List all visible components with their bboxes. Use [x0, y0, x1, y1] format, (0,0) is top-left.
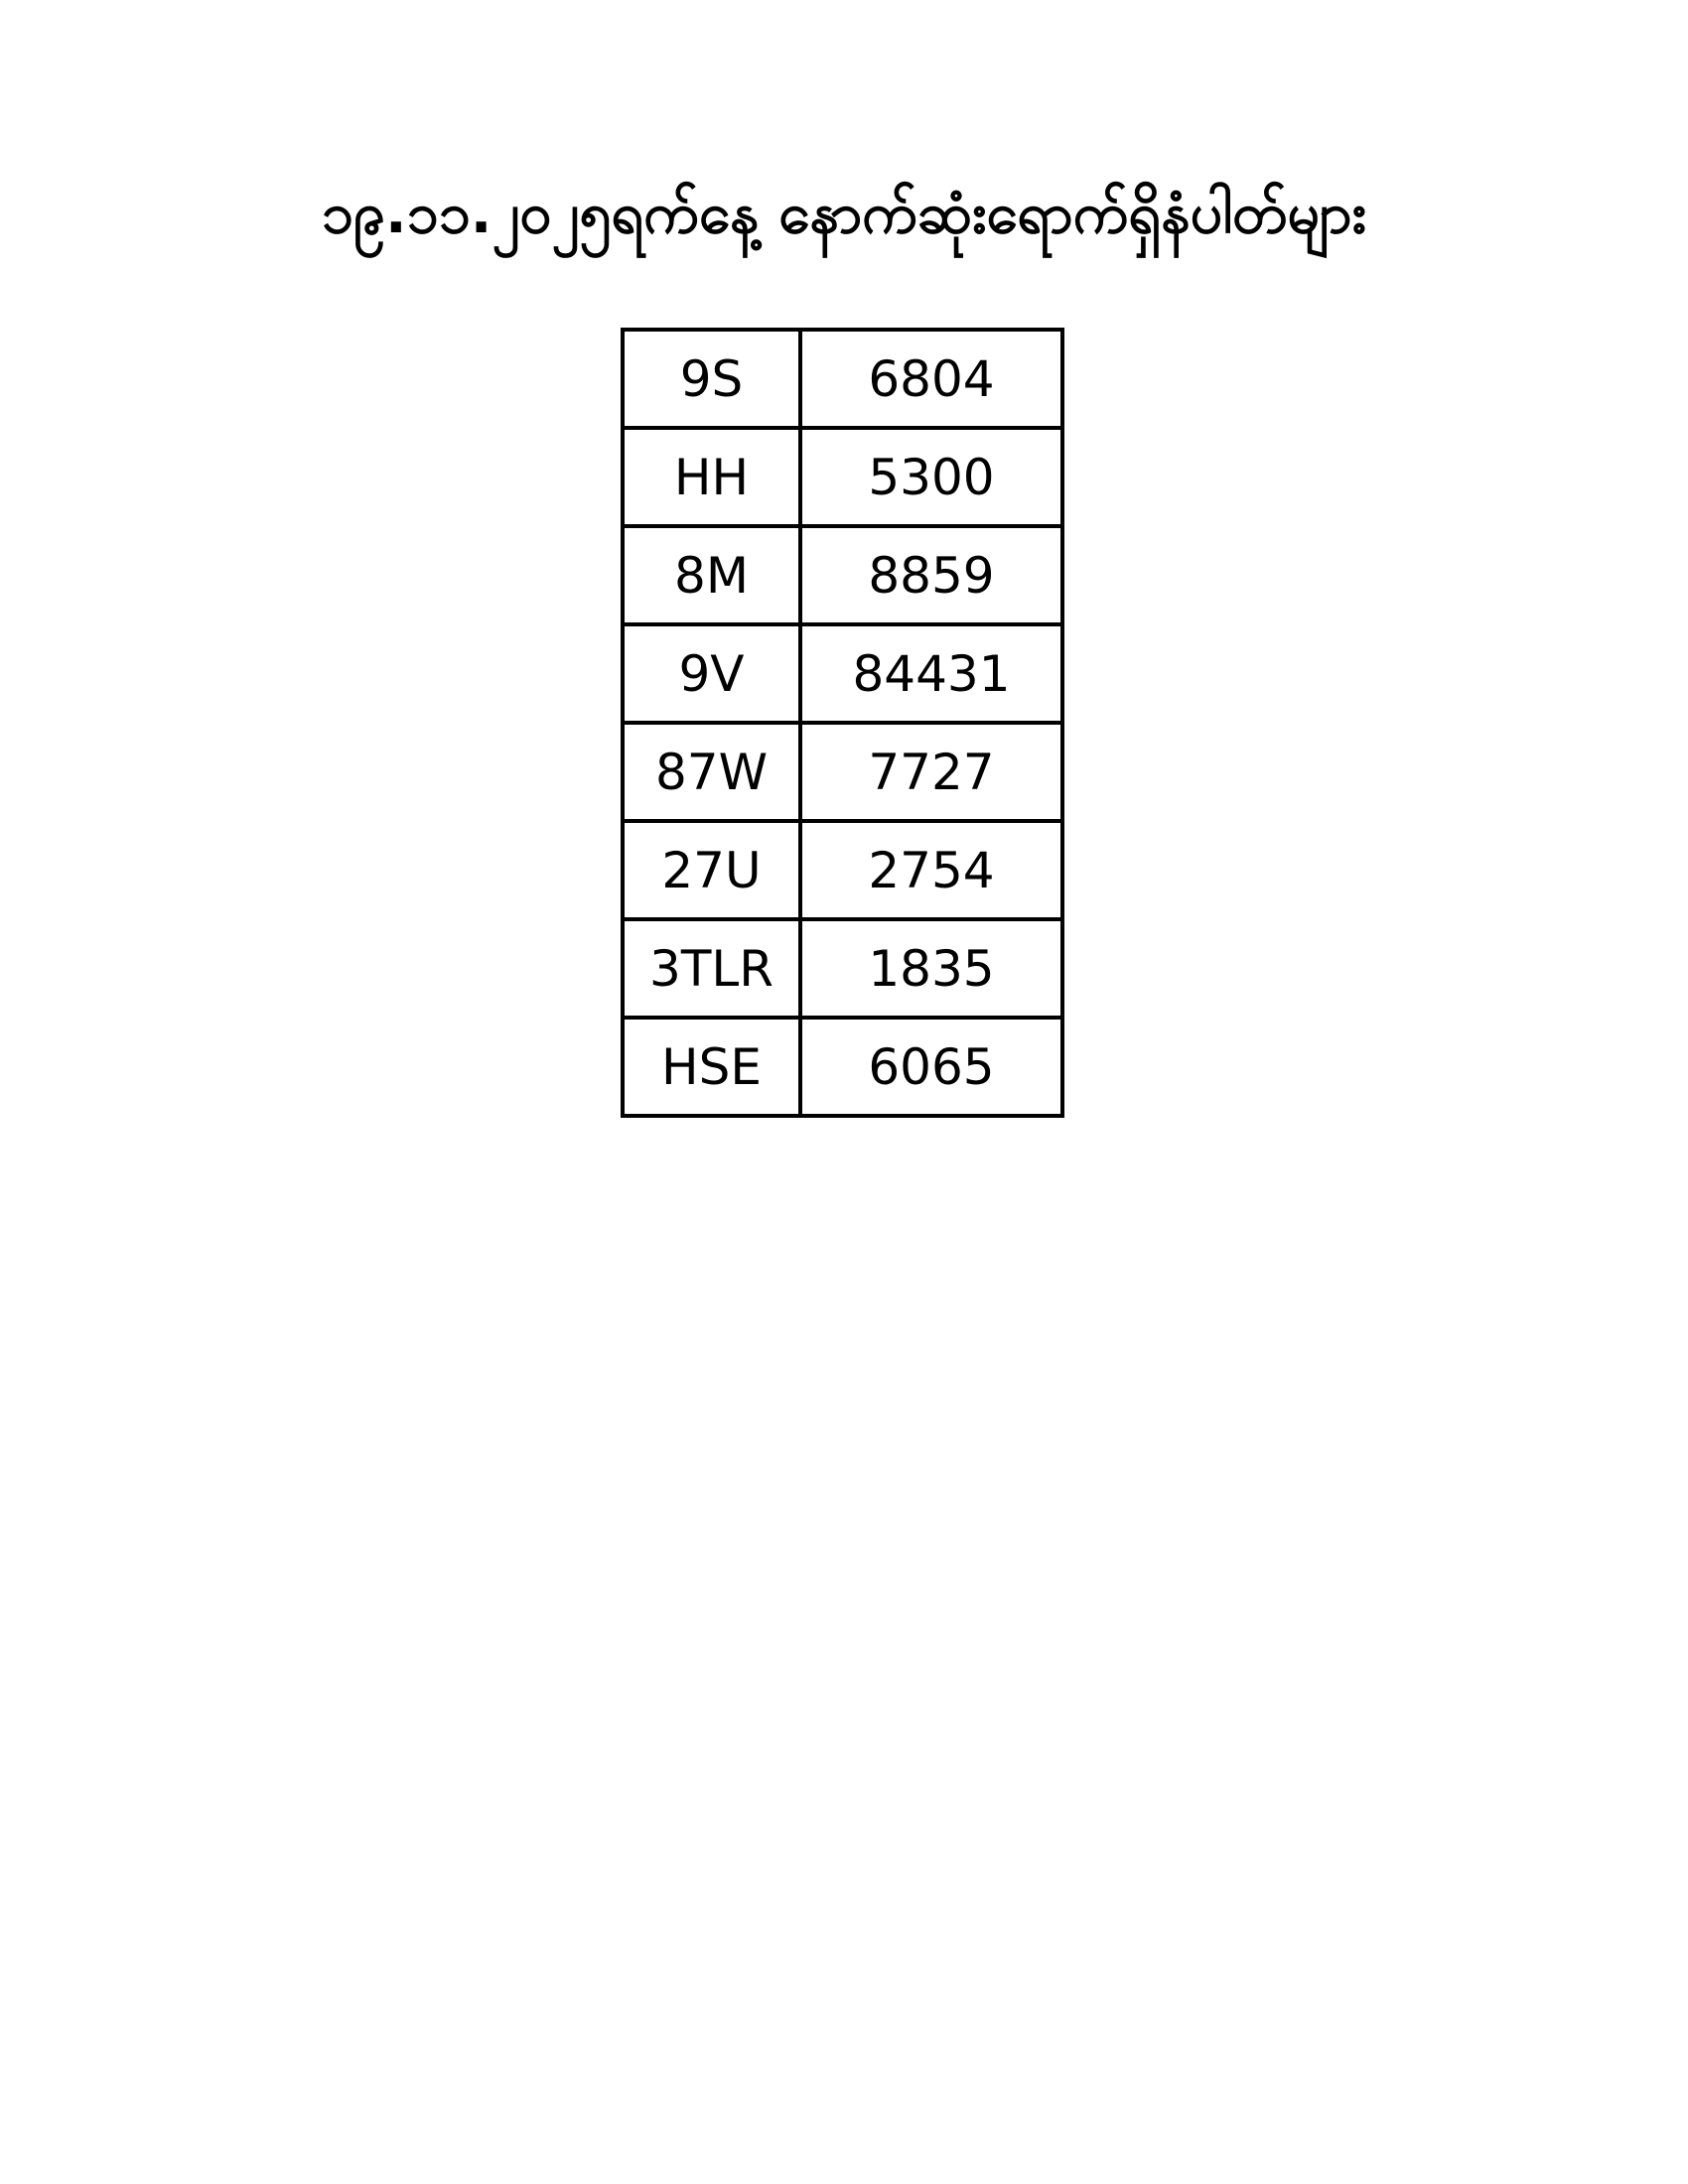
row-value: 84431	[800, 624, 1062, 723]
number-table	[621, 328, 1064, 1118]
row-value: 6065	[800, 1018, 1062, 1116]
row-code: 9S	[623, 330, 800, 428]
table-row	[623, 428, 1062, 526]
row-value: 6804	[800, 330, 1062, 428]
row-code: 3TLR	[623, 919, 800, 1018]
table-row	[623, 526, 1062, 624]
row-code: 87W	[623, 723, 800, 821]
table-body	[623, 330, 1062, 1116]
row-code: HSE	[623, 1018, 800, 1116]
table-row	[623, 919, 1062, 1018]
row-value: 7727	[800, 723, 1062, 821]
row-code: 8M	[623, 526, 800, 624]
page-title: ၁၉.၁၁.၂၀၂၅ရက်နေ့ နောက်ဆုံးရောက်ရှိနံပါတ်များ	[321, 181, 1367, 246]
row-value: 1835	[800, 919, 1062, 1018]
table-row	[623, 1018, 1062, 1116]
row-value: 8859	[800, 526, 1062, 624]
table-row	[623, 821, 1062, 919]
table-row	[623, 330, 1062, 428]
table-row	[623, 723, 1062, 821]
table-row	[623, 624, 1062, 723]
row-code: HH	[623, 428, 800, 526]
row-value: 2754	[800, 821, 1062, 919]
row-value: 5300	[800, 428, 1062, 526]
row-code: 27U	[623, 821, 800, 919]
row-code: 9V	[623, 624, 800, 723]
